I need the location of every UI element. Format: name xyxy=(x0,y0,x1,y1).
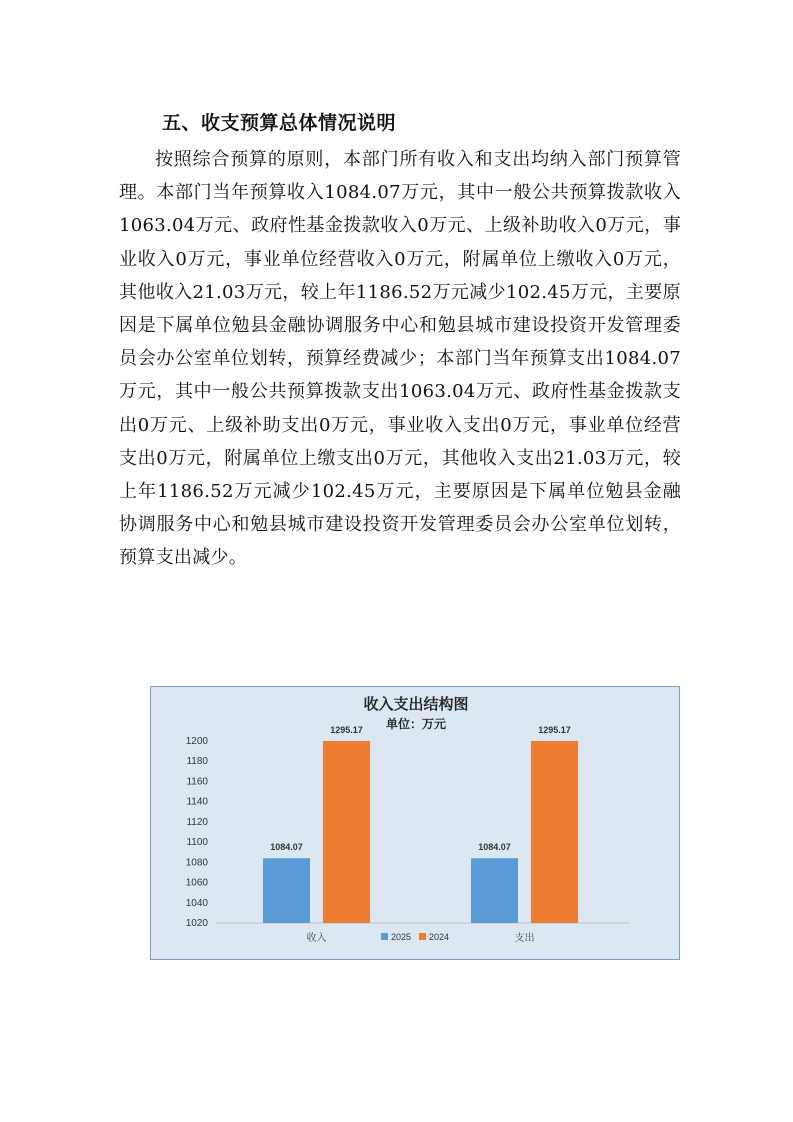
y-tick-label: 1200 xyxy=(185,736,208,747)
data-label: 1295.17 xyxy=(538,725,571,735)
body-paragraph: 按照综合预算的原则，本部门所有收入和支出均纳入部门预算管理。本部门当年预算收入1084.07万元，其中一般公共预算拨款收入1063.04万元、政府性基金拨款收入0万元、上级补助收入0万元，事业收入0万元，事业单位经营收入0万元，附属单位上缴收入0万元，其他收入21.03万元，较上年1186.52万元减少102.45万元，主要原因是下属单位勉县金融协调服务中心和勉县城市建设投资开发管理委员会办公室单位划转，预算经费减少；本部门当年预算支出1084.07万元，其中一般公共预算拨款支出1063.04万元、政府性基金拨款支出0万元、上级补助支出0万元，事业收入支出0万元，事业单位经营支出0万元，附属单位上缴支出0万元，其他收入支出21.03万元，较上年1186.52万元减少102.45万元，主要原因是下属单位勉县金融协调服务中心和勉县城市建设投资开发管理委员会办公室单位划转，预算支出减少。 xyxy=(119,149,681,569)
y-tick-label: 1080 xyxy=(185,857,208,869)
bar-series xyxy=(263,725,578,923)
chart-title: 收入支出结构图 xyxy=(363,695,469,713)
bar-2025-1 xyxy=(471,858,518,923)
x-category-label: 支出 xyxy=(514,933,535,944)
bar-2024-0 xyxy=(323,741,370,923)
legend-label: 2024 xyxy=(429,932,450,942)
y-tick-label: 1060 xyxy=(185,877,208,889)
data-label: 1295.17 xyxy=(330,725,363,735)
y-tick-label: 1040 xyxy=(185,897,208,909)
data-label: 1084.07 xyxy=(478,842,511,853)
bar-chart-svg xyxy=(151,687,681,961)
y-axis xyxy=(186,736,209,929)
chart-subtitle: 单位：万元 xyxy=(385,717,447,731)
data-label: 1084.07 xyxy=(270,842,303,853)
legend-swatch-2024 xyxy=(419,933,426,940)
y-tick-label: 1120 xyxy=(186,816,208,828)
y-tick-label: 1100 xyxy=(186,837,208,849)
x-category-label: 收入 xyxy=(306,933,327,944)
bar-2025-0 xyxy=(263,858,310,923)
legend-swatch-2025 xyxy=(381,933,388,940)
bar-2024-1 xyxy=(531,741,578,923)
y-tick-label: 1180 xyxy=(186,756,208,768)
legend-label: 2025 xyxy=(391,932,412,942)
y-tick-label: 1160 xyxy=(186,776,208,788)
y-tick-label: 1020 xyxy=(185,918,208,929)
chart-legend xyxy=(381,932,449,942)
y-tick-label: 1140 xyxy=(186,796,208,808)
section-heading: 五、收支预算总体情况说明 xyxy=(162,112,397,134)
chart-container xyxy=(150,686,680,960)
